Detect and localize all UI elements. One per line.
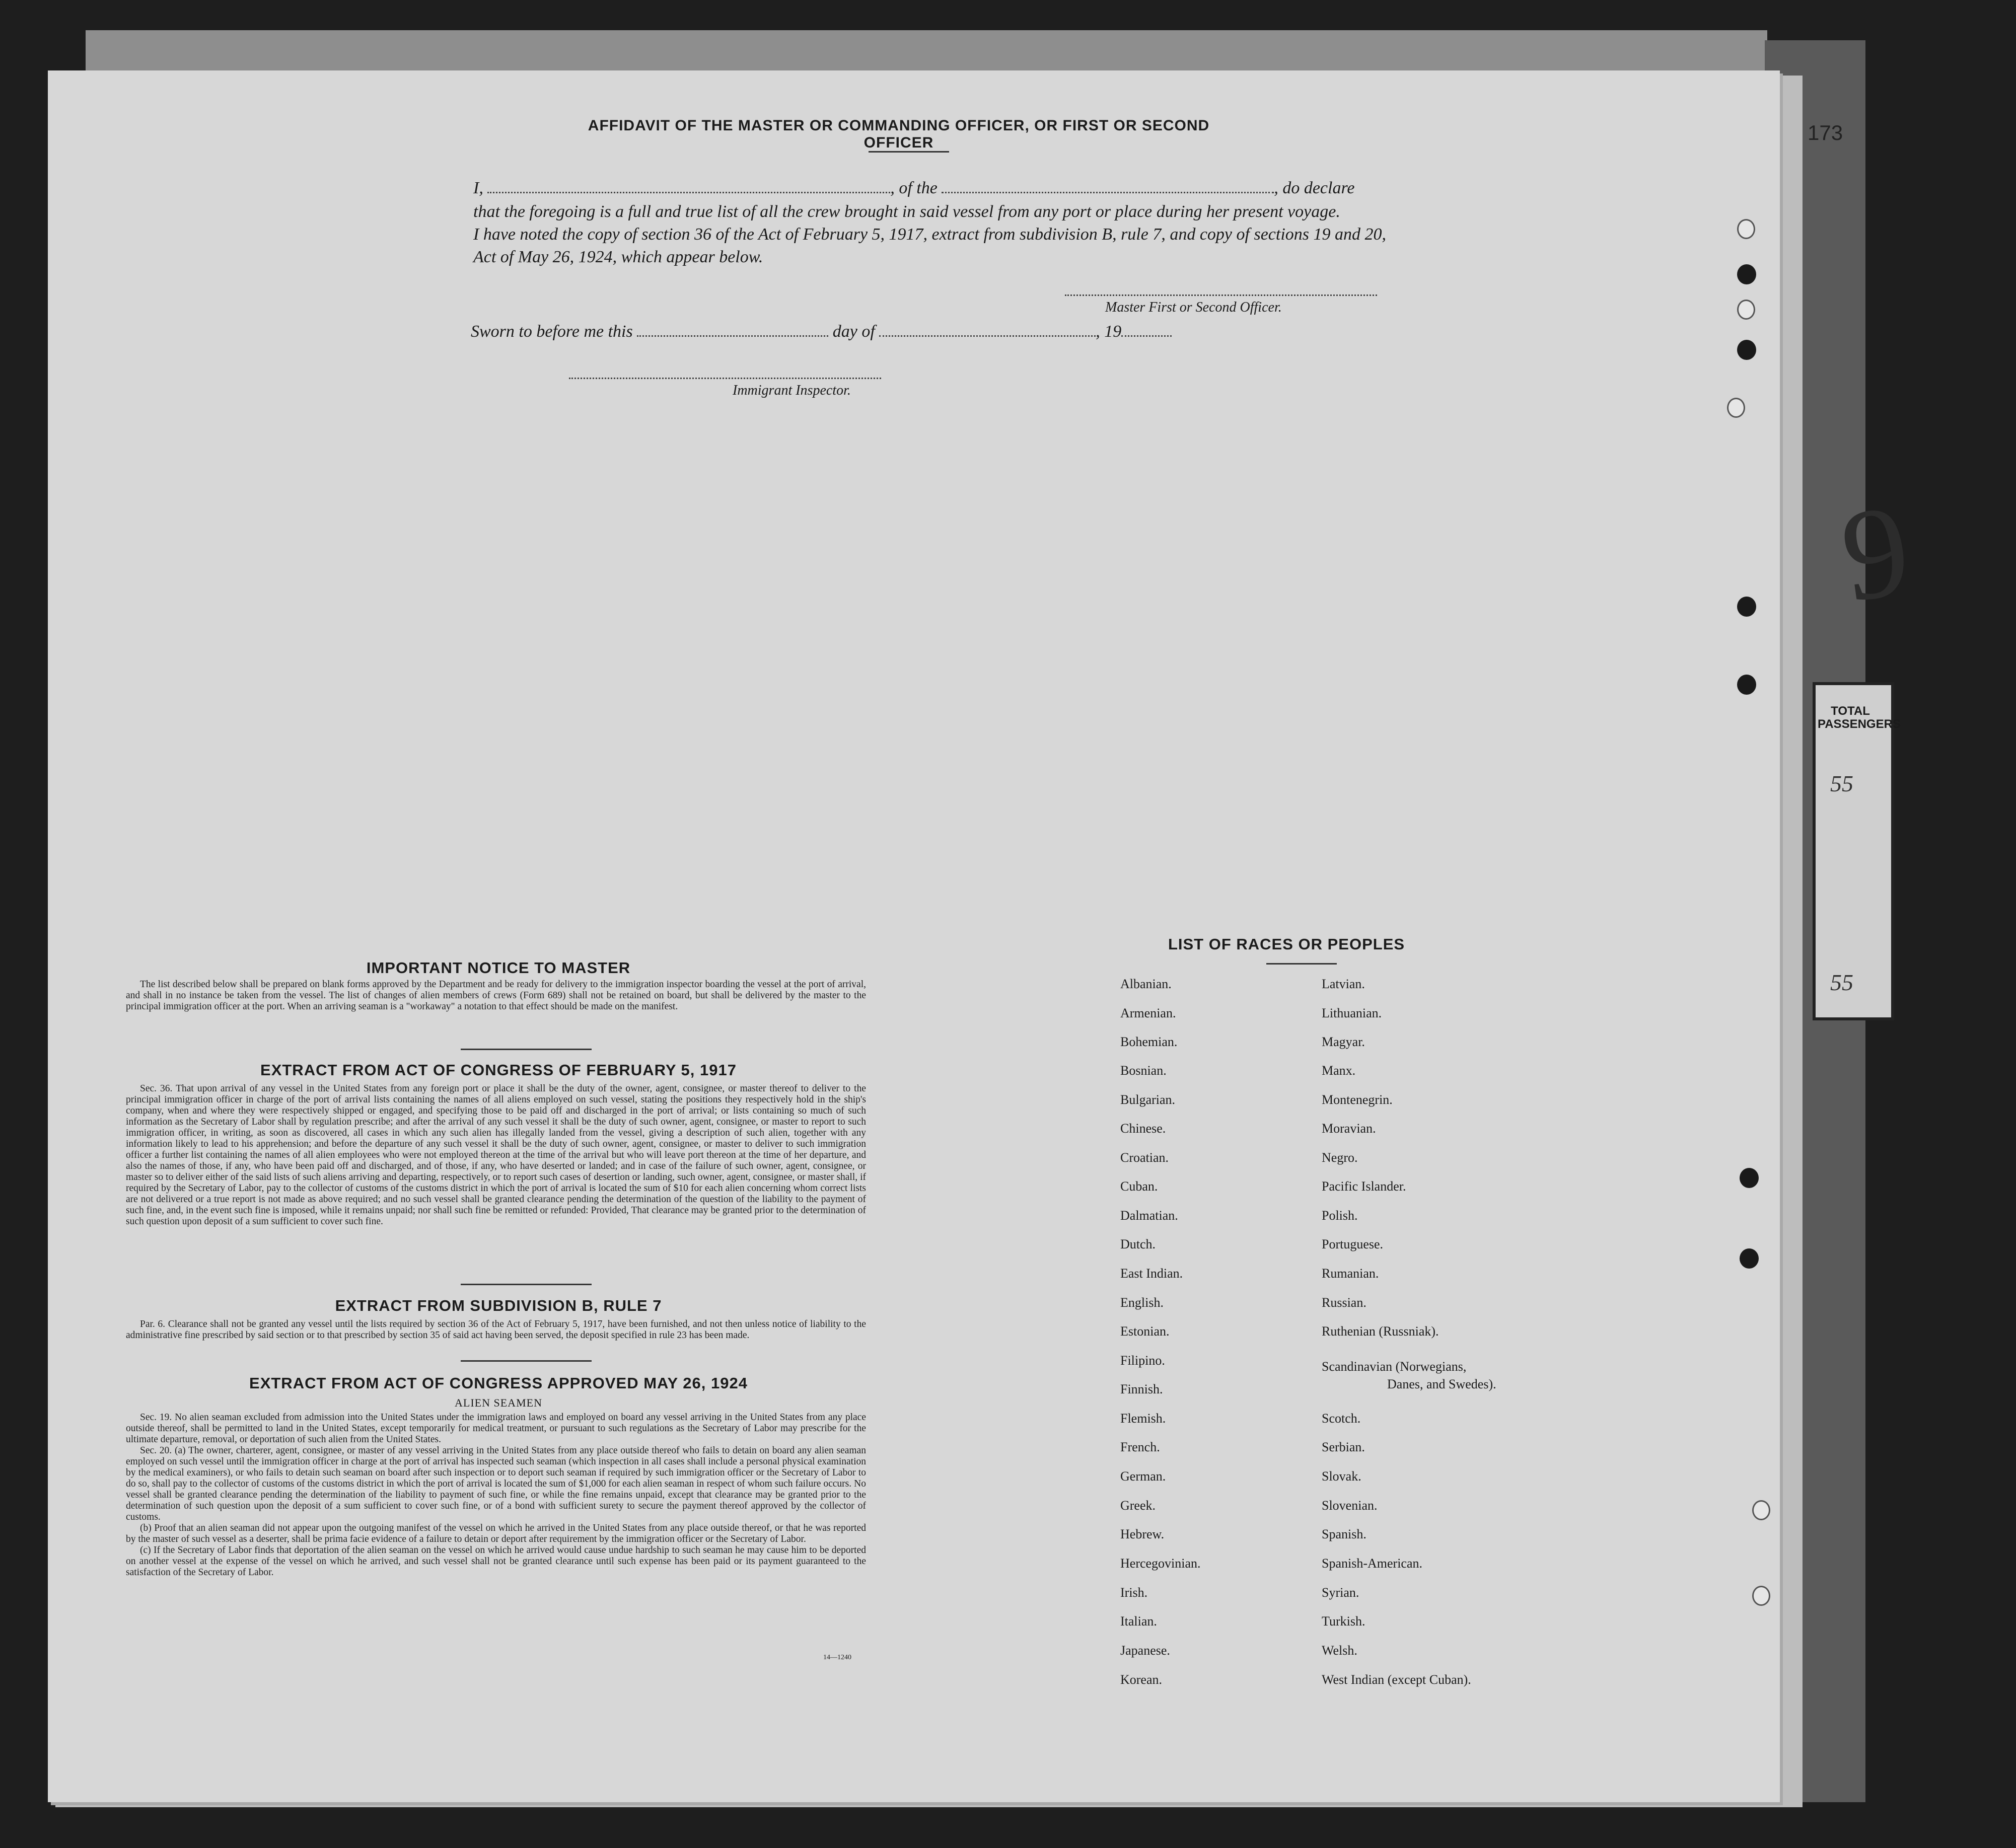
punch-hole: [1737, 675, 1756, 695]
race-item: Latvian.: [1322, 977, 1365, 991]
race-item: Hercegovinian.: [1120, 1556, 1201, 1571]
race-item: Montenegrin.: [1322, 1092, 1393, 1107]
notice-title: IMPORTANT NOTICE TO MASTER: [366, 959, 631, 977]
race-item: West Indian (except Cuban).: [1322, 1672, 1471, 1687]
affidavit-line-4: Act of May 26, 1924, which appear below.: [473, 248, 763, 266]
affidavit-line-2: that the foregoing is a full and true list of all the crew brought in said vessel from any port or place during her present voyage.: [473, 202, 1340, 221]
form-code: 14—1240: [823, 1654, 851, 1661]
section-rule: [461, 1049, 592, 1050]
extract-rule7-title: EXTRACT FROM SUBDIVISION B, RULE 7: [335, 1297, 662, 1314]
race-item: French.: [1120, 1440, 1160, 1454]
affidavit-title: AFFIDAVIT OF THE MASTER OR COMMANDING OFFICER, OR FIRST OR SECOND OFFICER: [588, 117, 1210, 151]
race-item: Estonian.: [1120, 1324, 1170, 1339]
master-signature-line[interactable]: [1065, 294, 1377, 296]
race-item: Serbian.: [1322, 1440, 1365, 1454]
race-item: Finnish.: [1120, 1382, 1163, 1396]
race-item: Magyar.: [1322, 1034, 1365, 1049]
race-item: Rumanian.: [1322, 1266, 1379, 1281]
day-blank[interactable]: [637, 333, 828, 337]
master-signature-label: Master First or Second Officer.: [1105, 300, 1282, 315]
race-item: Welsh.: [1322, 1643, 1357, 1658]
race-item: Cuban.: [1120, 1179, 1158, 1194]
punch-hole: [1737, 340, 1756, 360]
race-item: Chinese.: [1120, 1121, 1166, 1136]
form-page: [48, 70, 1780, 1802]
race-item: Russian.: [1322, 1295, 1366, 1310]
inspector-signature-line[interactable]: [569, 378, 881, 379]
race-item: Dutch.: [1120, 1237, 1156, 1251]
section-rule: [461, 1360, 592, 1362]
sworn-line: Sworn to before me this day of , 19: [471, 322, 1172, 341]
total-value-top: 55: [1830, 771, 1853, 796]
total-value-bottom: 55: [1830, 970, 1853, 995]
extract-1924-title: EXTRACT FROM ACT OF CONGRESS APPROVED MAY 26, 1924: [249, 1374, 748, 1392]
punch-hole: [1752, 1500, 1770, 1520]
race-item: Bulgarian.: [1120, 1092, 1176, 1107]
races-rule: [1266, 963, 1337, 965]
vessel-blank[interactable]: [942, 190, 1274, 193]
extract-1917-title: EXTRACT FROM ACT OF CONGRESS OF FEBRUARY 5, 1917: [260, 1061, 737, 1079]
punch-hole: [1737, 219, 1755, 239]
title-rule: [869, 151, 949, 153]
race-item: Irish.: [1120, 1585, 1148, 1600]
total-passengers-label: TOTAL PASSENGERS: [1818, 704, 1901, 731]
punch-hole: [1737, 264, 1756, 284]
punch-hole: [1752, 1586, 1770, 1606]
total-passengers-box: [1813, 682, 1901, 1020]
race-item: Flemish.: [1120, 1411, 1166, 1426]
race-item: Filipino.: [1120, 1353, 1165, 1368]
race-item: Greek.: [1120, 1498, 1156, 1513]
race-item: Spanish-American.: [1322, 1556, 1423, 1571]
name-blank[interactable]: [487, 190, 890, 193]
punch-hole: [1737, 300, 1755, 320]
race-item: Turkish.: [1322, 1614, 1365, 1629]
race-item: Scotch.: [1322, 1411, 1361, 1426]
races-title: LIST OF RACES OR PEOPLES: [1168, 935, 1405, 953]
extract-1917-text: Sec. 36. That upon arrival of any vessel in the United States from any foreign port or place it shall be the duty of the owner, agent, consignee, or master thereof to deliver to the principal immigration officer in charge of the port of arrival lists containing the names of all aliens employed on such vessel, stating the positions they respectively hold in the ship's company, when and where they were respectively shipped or engaged, and specifying those to be paid off and discharged in the port of arrival; or lists containing so much of such information as the Secretary of Labor shall by regulation prescribe; and after the arrival of any such vessel it shall be the duty of such owner, agent, consignee, or master to report to such immigration officer, in writing, as soon as discovered, all cases in which any such alien has illegally landed from the vessel, giving a description of such alien, together with any information likely to lead to his apprehension; and before the departure of any such vessel it shall be the duty of such owner, agent, consignee, or master to deliver to such immigration officer a further list containing the names of all alien employees who were not employed thereon at the time of the arrival but who will leave port thereon at the time of her departure, and also the names of those, if any, who have been paid off and discharged, and of those, if any, who have deserted or landed; and in case of the failure of such owner, agent, consignee, or master so to deliver either of the said lists of such aliens arriving and departing, respectively, or to report such cases of desertion or landing, such owner, agent, consignee, or master shall, if required by the Secretary of Labor, pay to the collector of customs of the customs district in which the port of arrival is located the sum of $10 for each alien concerning whom correct lists are not delivered or a true report is not made as above required; and no such vessel shall be granted clearance pending the determination of the question of the liability to the payment of such fine, and, in the event such fine is imposed, while it remains unpaid; nor shall such fine be remitted or refunded: Provided, That clearance may be granted prior to the determination of such question upon deposit of a sum sufficient to cover such fine.: [126, 1083, 866, 1227]
race-item: Danes, and Swedes).: [1387, 1377, 1496, 1391]
race-item: German.: [1120, 1469, 1166, 1484]
race-item: Pacific Islander.: [1322, 1179, 1406, 1194]
inspector-signature-label: Immigrant Inspector.: [733, 383, 851, 398]
race-item: English.: [1120, 1295, 1164, 1310]
race-item: Slovenian.: [1322, 1498, 1378, 1513]
race-item: Lithuanian.: [1322, 1006, 1382, 1020]
punch-hole: [1727, 398, 1745, 418]
race-item: Korean.: [1120, 1672, 1163, 1687]
race-item: Spanish.: [1322, 1527, 1366, 1541]
race-item: Polish.: [1322, 1208, 1358, 1223]
race-item: Portuguese.: [1322, 1237, 1384, 1251]
extract-1924-subtitle: ALIEN SEAMEN: [455, 1396, 542, 1409]
extract-1924-text: Sec. 19. No alien seaman excluded from admission into the United States under the immigration laws and employed on board any vessel arriving in the United States from any place outside thereof, shall be permitted to land in the United States, except temporarily for medical treatment, or pursuant to such regulations as the Secretary of Labor may prescribe for the ultimate departure, removal, or deportation of such alien from the United States. Sec. 20. (a) The owner, charterer, agent, consignee, or master of any vessel arriving in the United States from any place outside thereof who fails to detain on board any alien seaman employed on such vessel until the immigration officer in charge at the port of arrival has inspected such seaman (which inspection in all cases shall include a personal physical examination by the medical examiners), or who fails to detain such seaman on board after such inspection or to deport such seaman if required by such immigration officer or the Secretary of Labor to do so, shall pay to the collector of customs of the customs district in which the port of arrival is located the sum of $1,000 for each alien seaman in respect of whom such failure occurs. No vessel shall be granted clearance pending the determination of the liability to payment of such fine, or while the fine remains unpaid, except that clearance may be granted prior to the determination of such question upon the deposit of a sum sufficient to cover such fine, or of a bond with sufficient surety to secure the payment thereof approved by the collector of customs. (b) Proof that an alien seaman did not appear upon the outgoing manifest of the vessel on which he arrived in the United States from any place outside thereof, or that he was reported by the master of such vessel as a deserter, shall be prima facie evidence of a failure to detain or deport after requirement by the immigration officer or the Secretary of Labor. (c) If the Secretary of Labor finds that deportation of the alien seaman on the vessel on which he arrived would cause undue hardship to such seaman he may cause him to be deported on another vessel at the expense of the vessel on which he arrived, and such vessel shall not be granted clearance until such expense has been paid or its payment guaranteed to the satisfaction of the Secretary of Labor.: [126, 1412, 866, 1578]
race-item: Hebrew.: [1120, 1527, 1165, 1541]
race-item: East Indian.: [1120, 1266, 1183, 1281]
race-item: Manx.: [1322, 1063, 1356, 1078]
race-item: Moravian.: [1322, 1121, 1376, 1136]
race-item: Bohemian.: [1120, 1034, 1178, 1049]
race-item: Armenian.: [1120, 1006, 1176, 1020]
handwritten-check-mark: 9: [1833, 477, 1918, 630]
year-blank[interactable]: [1121, 333, 1172, 337]
page-number: 173: [1808, 121, 1843, 144]
section-rule: [461, 1284, 592, 1285]
affidavit-line-1: I, , of the , do declare: [473, 179, 1355, 197]
month-blank[interactable]: [879, 333, 1096, 337]
race-item: Scandinavian (Norwegians,: [1322, 1359, 1467, 1374]
notice-text: The list described below shall be prepared on blank forms approved by the Department and be ready for delivery to the immigration inspector boarding the vessel at the port of arrival, and shall in no instance be taken from the vessel. The list of changes of alien members of crews (Form 689) shall not be retained on board, but shall be delivered by the master to the principal immigration officer at the port. When an arriving seaman is a "workaway" a notation to that effect should be made on the manifest.: [126, 979, 866, 1012]
affidavit-line-3: I have noted the copy of section 36 of the Act of February 5, 1917, extract from subdivision B, rule 7, and copy of sections 19 and 20,: [473, 225, 1387, 244]
race-item: Slovak.: [1322, 1469, 1361, 1484]
race-item: Ruthenian (Russniak).: [1322, 1324, 1439, 1339]
race-item: Japanese.: [1120, 1643, 1170, 1658]
race-item: Bosnian.: [1120, 1063, 1167, 1078]
race-item: Syrian.: [1322, 1585, 1359, 1600]
race-item: Dalmatian.: [1120, 1208, 1178, 1223]
punch-hole: [1740, 1168, 1759, 1188]
race-item: Negro.: [1322, 1150, 1358, 1165]
punch-hole: [1737, 597, 1756, 617]
race-item: Croatian.: [1120, 1150, 1169, 1165]
extract-rule7-text: Par. 6. Clearance shall not be granted any vessel until the lists required by section 36 of the Act of February 5, 1917, have been furnished, and not then unless notice of liability to the administrative fine prescribed by said section or to that prescribed by section 35 of said act having been served, the deposit specified in rule 23 has been made.: [126, 1319, 866, 1341]
punch-hole: [1740, 1248, 1759, 1269]
race-item: Italian.: [1120, 1614, 1157, 1629]
race-item: Albanian.: [1120, 977, 1172, 991]
